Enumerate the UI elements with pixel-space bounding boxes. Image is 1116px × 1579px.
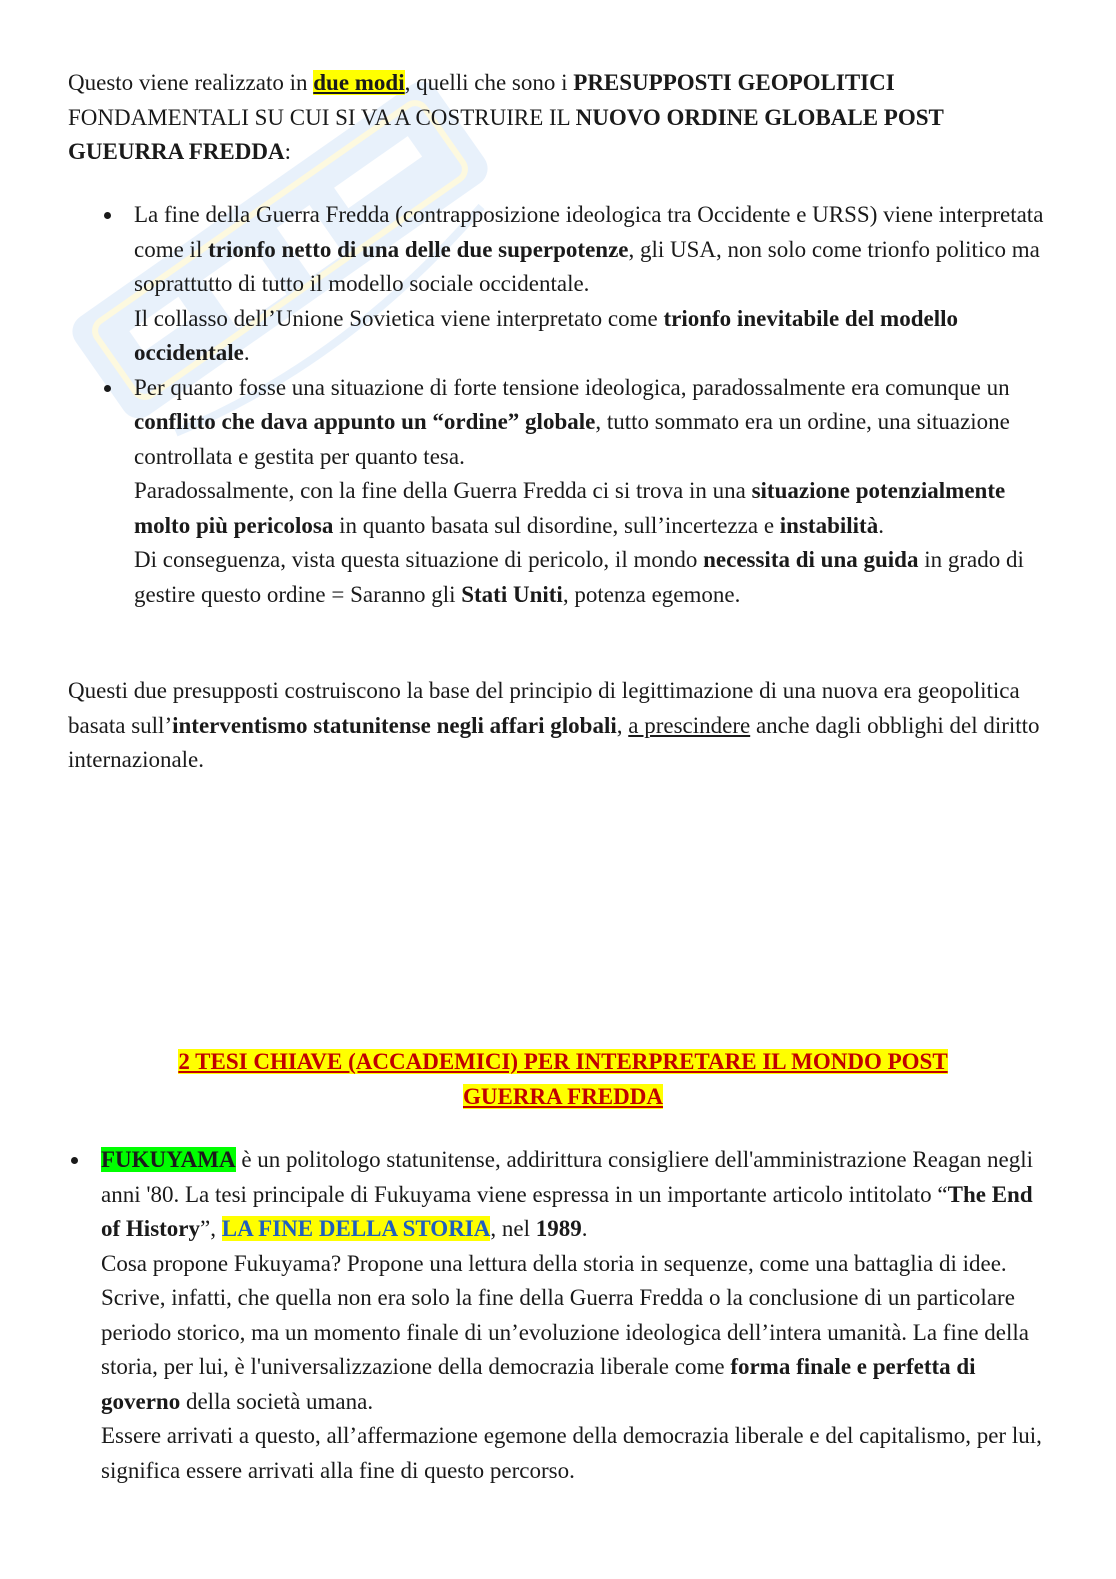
bullet-paragraph: Di conseguenza, vista questa situazione di pericolo, il mondo necessita di una guida in grado di gestire questo ordine = Saranno gli Stati Uniti, potenza egemone.: [134, 547, 1024, 607]
bullet-paragraph: Paradossalmente, con la fine della Guerra Fredda ci si trova in una situazione potenzialmente molto più pericolosa in quanto basata sul disordine, sull’incertezza e instabilità.: [134, 478, 1006, 538]
bullet-paragraph: Essere arrivati a questo, all’affermazione egemone della democrazia liberale e del capitalismo, per lui, significa essere arrivati alla fine di questo percorso.: [101, 1423, 1042, 1483]
bullet-icon: [104, 212, 111, 219]
intro-text: Questo viene realizzato in: [68, 70, 314, 95]
conclusion-paragraph: Questi due presupposti costruiscono la base del principio di legittimazione di una nuova era geopolitica basata sull’interventismo statunitense negli affari globali, a prescindere anche dagli obblighi del diritto internazionale.: [68, 678, 1040, 772]
fine-storia-highlight: LA FINE DELLA STORIA: [221, 1216, 491, 1241]
intro-bold: PRESUPPOSTI GEOPOLITICI: [573, 70, 895, 95]
fukuyama-highlight: FUKUYAMA: [101, 1147, 236, 1172]
bullet-icon: [104, 385, 111, 392]
bullet-paragraph: Per quanto fosse una situazione di forte tensione ideologica, paradossalmente era comunque un conflitto che dava appunto un “ordine” globale, tutto sommato era un ordine, una situazione controllata e gestita per quanto tesa.: [134, 374, 1010, 469]
list-item: [101, 1143, 1056, 1488]
intro-text: , quelli che sono i: [404, 70, 574, 95]
intro-text: FONDAMENTALI SU CUI SI VA A COSTRUIRE IL: [68, 104, 576, 130]
bullet-paragraph: FUKUYAMA è un politologo statunitense, addirittura consigliere dell'amministrazione Reagan negli anni '80. La tesi principale di Fukuyama viene espressa in un importante articolo intitolato “The End of History”, LA FINE DELLA STORIA, nel 1989.: [101, 1147, 1034, 1241]
intro-text: :: [284, 139, 291, 164]
section-heading: 2 TESI CHIAVE (ACCADEMICI) PER INTERPRETARE IL MONDO POST GUERRA FREDDA: [178, 1049, 948, 1109]
bullet-icon: [71, 1157, 78, 1164]
bullet-paragraph: La fine della Guerra Fredda (contrapposizione ideologica tra Occidente e URSS) viene interpretata come il trionfo netto di una delle due superpotenze, gli USA, non solo come trionfo politico ma soprattutto di tutto il modello sociale occidentale.: [134, 202, 1044, 296]
list-item: [134, 371, 1049, 613]
presupposti-list: [134, 198, 1049, 612]
underlined-text: a prescindere: [628, 712, 751, 738]
bullet-paragraph: Il collasso dell’Unione Sovietica viene interpretato come trionfo inevitabile del modello occidentale.: [134, 305, 958, 365]
tesi-list: [101, 1143, 1056, 1488]
intro-bold: NUOVO ORDINE GLOBALE POST GUEURRA FREDDA: [68, 104, 944, 164]
due-modi-highlight: due modi: [313, 70, 405, 95]
bullet-paragraph: Cosa propone Fukuyama? Propone una lettura della storia in sequenze, come una battaglia di idee. Scrive, infatti, che quella non era solo la fine della Guerra Fredda o la conclusione di un particolare periodo storico, ma un momento finale di un’evoluzione ideologica dell’intera umanità. La fine della storia, per lui, è l'universalizzazione della democrazia liberale come forma finale e perfetta di governo della società umana.: [101, 1250, 1029, 1414]
intro-paragraph: [68, 66, 1058, 170]
list-item: [134, 198, 1049, 371]
